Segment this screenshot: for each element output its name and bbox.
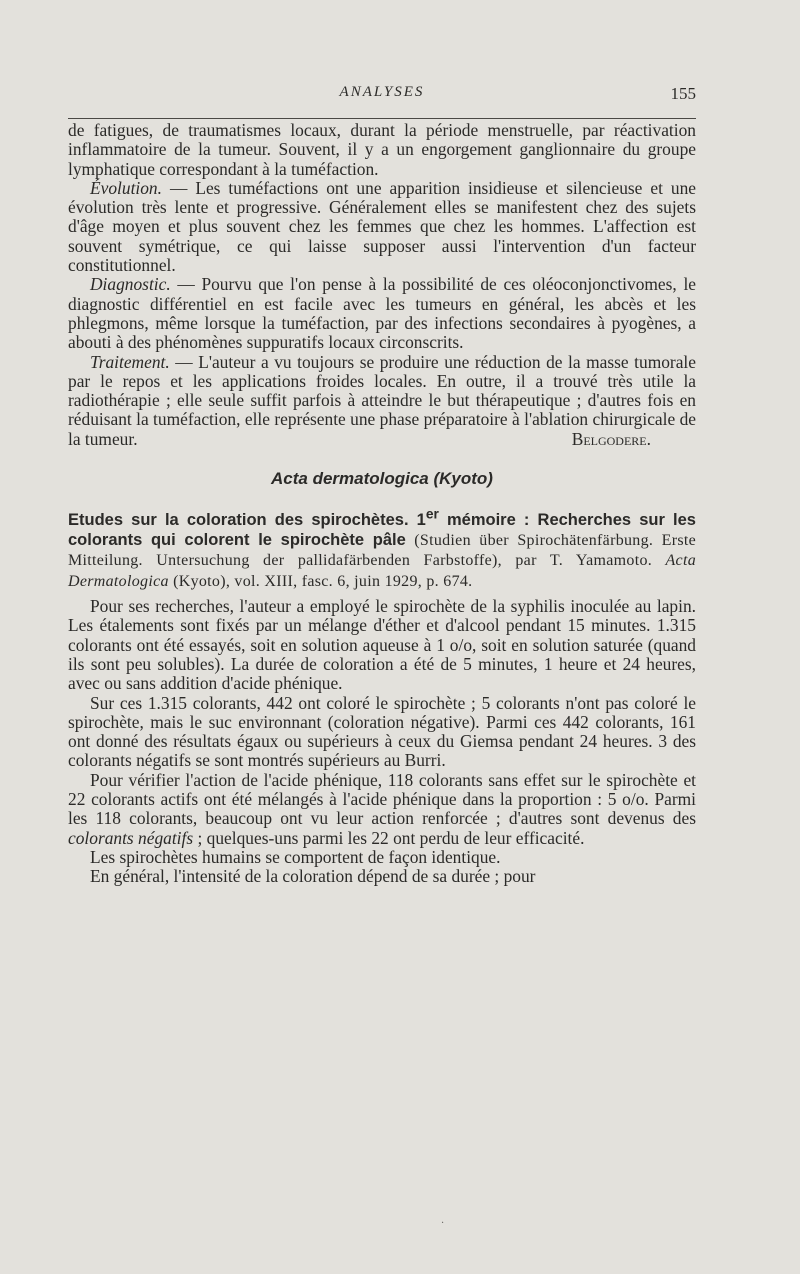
article-heading [68, 504, 696, 591]
traitement-text: — L'auteur a vu toujours se produire une réduction de la masse tumorale par le repos et les applications froides locales. En outre, il a trouvé très utile la radiothérapie ; elle seule suffit parfois à atteindre le but thérapeutique ; d'autres fois en réduisant la tuméfaction, elle représente une phase préparatoire à l'ablation chirurgicale de la tumeur. [68, 351, 696, 449]
header-rule [68, 118, 696, 119]
article-ref-part1: (Studien über Spirochätenfärbung. Erste Mitteilung. Untersuchung der pallidafärbenden Farbstoffe), par T. Yamamoto. [68, 532, 696, 570]
section-title: Acta dermatologica (Kyoto) [271, 469, 493, 489]
phenol-emphasis: colorants négatifs [68, 827, 194, 848]
body-text [68, 121, 696, 886]
traitement-label: Traitement. [90, 351, 170, 372]
paragraph-continuation: de fatigues, de traumatismes locaux, durant la période menstruelle, par réactivation inflammatoire de la tumeur. Souvent, il y a un engorgement ganglionnaire du groupe lymphatique correspondant à la tuméfaction. [68, 120, 696, 179]
article-title-superscript: er [425, 506, 439, 522]
phenol-text-a: Pour vérifier l'action de l'acide phénique, 118 colorants sans effet sur le spirochète et 22 colorants actifs ont été mélangés à l'acide phénique dans la proportion : 5 o/o. Parmi les 118 colorants, beaucoup ont vu leur action renforcée ; d'autres sont devenus des [68, 769, 696, 829]
paragraph-general: En général, l'intensité de la coloration dépend de sa durée ; pour [90, 866, 536, 887]
paragraph-human: Les spirochètes humains se comportent de façon identique. [90, 846, 501, 867]
phenol-text-b: ; quelques-uns parmi les 22 ont perdu de leur efficacité. [193, 827, 585, 848]
bottom-mark: · [441, 1218, 445, 1229]
running-title: ANALYSES [339, 84, 425, 100]
article-ref-part2: (Kyoto), vol. XIII, fasc. 6, juin 1929, p. 674. [168, 572, 473, 590]
author-signature: Belgodere. [571, 428, 651, 449]
paragraph-phenol [68, 771, 696, 848]
paragraph-evolution [68, 179, 696, 275]
evolution-text: — Les tuméfactions ont une apparition insidieuse et silencieuse et une évolution très lente et progressive. Généralement elles se manifestent chez des sujets d'âge moyen et plus souvent chez les femmes que chez les hommes. L'affection est souvent symétrique, ce qui laisse supposer aussi l'intervention d'un facteur constitutionnel. [68, 177, 696, 276]
article-title-part2: mémoire : Recherches sur les colorants qui colorent le spirochète pâle [68, 510, 696, 550]
paragraph-methods: Pour ses recherches, l'auteur a employé le spirochète de la syphilis inoculée au lapin. Les étalements sont fixés par un mélange d'éther et d'alcool pendant 15 minutes. 1.315 colorants ont été essayés, soit en solution aqueuse à 1 o/o, soit en solution saturée (quand ils sont peu solubles). La durée de coloration a été de 5 minutes, 1 heure et 24 heures, avec ou sans addition d'acide phénique. [68, 596, 696, 694]
page-number: 155 [670, 84, 696, 103]
running-head [68, 84, 696, 108]
evolution-label: Évolution. [90, 177, 162, 198]
paragraph-diagnostic [68, 275, 696, 352]
paragraph-results: Sur ces 1.315 colorants, 442 ont coloré le spirochète ; 5 colorants n'ont pas coloré le spirochète, mais le suc environnant (coloration négative). Parmi ces 442 colorants, 161 ont donné des résultats égaux ou supérieurs à ceux du Giemsa pendant 24 heures. 3 des colorants négatifs se sont montrés supérieurs au Burri. [68, 692, 696, 771]
diagnostic-text: — Pourvu que l'on pense à la possibilité de ces oléoconjonctivomes, le diagnostic différentiel en est facile avec les tumeurs en général, les abcès et les phlegmons, même lorsque la tuméfaction, par des infections secondaires à pyogènes, a abouti à des phénomènes suppuratifs locaux circonscrits. [68, 274, 696, 353]
journal-name: Acta Dermatologica [68, 552, 696, 590]
diagnostic-label: Diagnostic. [90, 274, 171, 295]
article-title-part1: Etudes sur la coloration des spirochètes. 1 [68, 510, 426, 529]
